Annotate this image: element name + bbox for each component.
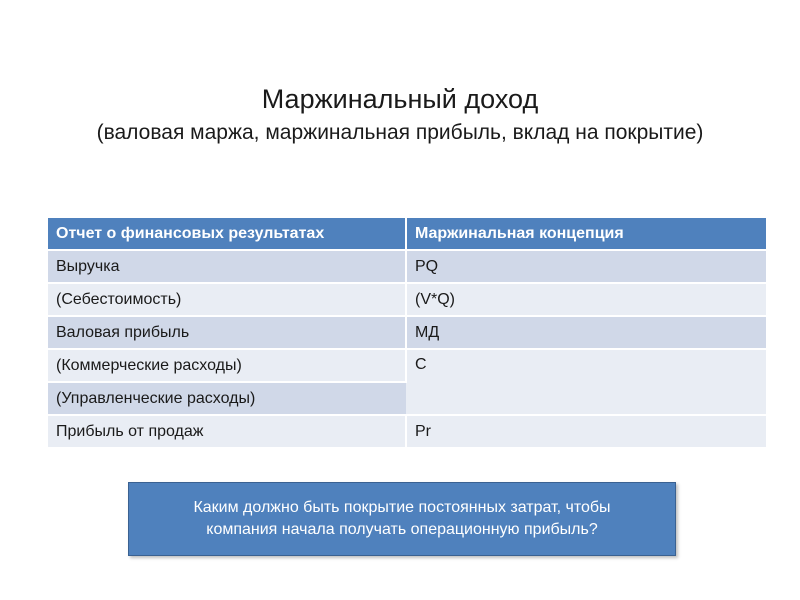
callout-line-2: компания начала получать операционную прибыль? bbox=[206, 521, 598, 538]
row-value: МД bbox=[406, 316, 766, 349]
slide-title: Маржинальный доход bbox=[261, 84, 539, 114]
slide-subtitle: (валовая маржа, маржинальная прибыль, вклад на покрытие) bbox=[96, 121, 704, 144]
question-callout bbox=[128, 482, 676, 556]
row-value: (V*Q) bbox=[406, 283, 766, 316]
row-label: Валовая прибыль bbox=[48, 316, 406, 349]
table-row bbox=[48, 283, 766, 316]
row-value: PQ bbox=[406, 250, 766, 283]
row-label: (Управленческие расходы) bbox=[48, 382, 406, 415]
table-row bbox=[48, 316, 766, 349]
header-financial-results: Отчет о финансовых результатах bbox=[48, 218, 406, 250]
header-marginal-concept: Маржинальная концепция bbox=[406, 218, 766, 250]
row-value: Pr bbox=[406, 415, 766, 447]
comparison-table bbox=[48, 218, 766, 447]
callout-line-1: Каким должно быть покрытие постоянных затрат, чтобы bbox=[193, 499, 611, 516]
row-label: Прибыль от продаж bbox=[48, 415, 406, 447]
row-value-merged: C bbox=[406, 349, 766, 415]
row-label: Выручка bbox=[48, 250, 406, 283]
table-row bbox=[48, 250, 766, 283]
row-label: (Себестоимость) bbox=[48, 283, 406, 316]
table-header-row bbox=[48, 218, 766, 250]
row-label: (Коммерческие расходы) bbox=[48, 349, 406, 382]
table-row bbox=[48, 415, 766, 447]
table-row bbox=[48, 349, 766, 382]
